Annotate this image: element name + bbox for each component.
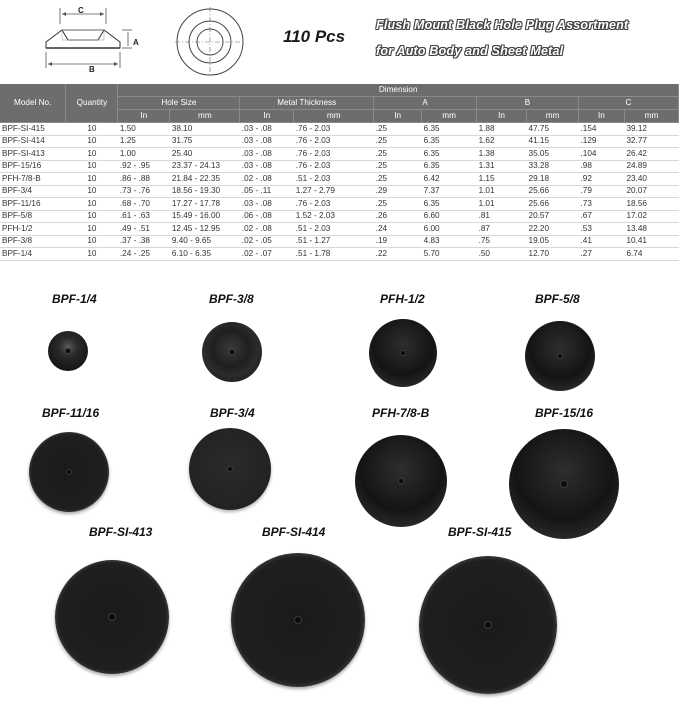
table-cell: .76 - 2.03 bbox=[294, 123, 374, 136]
table-cell: .104 bbox=[578, 148, 624, 161]
top-view-diagram bbox=[172, 6, 248, 78]
table-cell: .67 bbox=[578, 210, 624, 223]
unit-header-in: In bbox=[118, 110, 170, 123]
table-row bbox=[0, 223, 679, 236]
dimension-label-a: A bbox=[133, 38, 139, 47]
model-number-cell: BPF-15/16 bbox=[0, 160, 66, 173]
plug-label: BPF-SI-413 bbox=[89, 525, 153, 539]
table-cell: .92 bbox=[578, 173, 624, 186]
column-header-dimension: Dimension bbox=[118, 84, 679, 97]
table-cell: .02 - .05 bbox=[240, 235, 294, 248]
table-cell: .29 bbox=[374, 185, 422, 198]
plug-center-dot bbox=[295, 617, 301, 623]
table-cell: .25 bbox=[374, 198, 422, 211]
table-row bbox=[0, 248, 679, 261]
unit-header-in: In bbox=[477, 110, 527, 123]
table-row bbox=[0, 185, 679, 198]
table-cell: 31.75 bbox=[170, 135, 240, 148]
unit-header-in: In bbox=[240, 110, 294, 123]
table-cell: .25 bbox=[374, 160, 422, 173]
unit-header-mm: mm bbox=[624, 110, 678, 123]
table-cell: 17.02 bbox=[624, 210, 678, 223]
plug-label: BPF-3/4 bbox=[210, 406, 255, 420]
table-cell: .92 - .95 bbox=[118, 160, 170, 173]
table-cell: 25.66 bbox=[527, 185, 579, 198]
table-cell: 1.38 bbox=[477, 148, 527, 161]
plug-label: PFH-7/8-B bbox=[372, 406, 430, 420]
unit-header-mm: mm bbox=[294, 110, 374, 123]
table-cell: 41.15 bbox=[527, 135, 579, 148]
table-cell: .53 bbox=[578, 223, 624, 236]
plug-center-dot bbox=[485, 622, 491, 628]
column-header-quantity: Quantity bbox=[66, 84, 118, 123]
model-number-cell: BPF-SI-414 bbox=[0, 135, 66, 148]
table-cell: .41 bbox=[578, 235, 624, 248]
table-cell: .03 - .08 bbox=[240, 135, 294, 148]
table-cell: .79 bbox=[578, 185, 624, 198]
table-cell: .51 - 2.03 bbox=[294, 173, 374, 186]
table-cell: 6.35 bbox=[422, 148, 477, 161]
table-cell: .03 - .08 bbox=[240, 148, 294, 161]
table-cell: 10 bbox=[66, 135, 118, 148]
table-cell: 10 bbox=[66, 185, 118, 198]
table-cell: 6.35 bbox=[422, 160, 477, 173]
table-cell: 10.41 bbox=[624, 235, 678, 248]
table-cell: .24 bbox=[374, 223, 422, 236]
table-row bbox=[0, 210, 679, 223]
plug-center-dot bbox=[558, 354, 562, 358]
column-group-c: C bbox=[578, 97, 678, 110]
table-cell: 22.20 bbox=[527, 223, 579, 236]
table-cell: .22 bbox=[374, 248, 422, 261]
table-cell: 19.05 bbox=[527, 235, 579, 248]
table-cell: 10 bbox=[66, 123, 118, 136]
table-cell: .06 - .08 bbox=[240, 210, 294, 223]
table-cell: .26 bbox=[374, 210, 422, 223]
table-cell: 47.75 bbox=[527, 123, 579, 136]
table-cell: 21.84 - 22.35 bbox=[170, 173, 240, 186]
model-number-cell: BPF-3/8 bbox=[0, 235, 66, 248]
table-cell: 10 bbox=[66, 223, 118, 236]
table-cell: 13.48 bbox=[624, 223, 678, 236]
table-cell: 1.62 bbox=[477, 135, 527, 148]
table-row bbox=[0, 123, 679, 136]
table-cell: 1.01 bbox=[477, 198, 527, 211]
plug-label: BPF-11/16 bbox=[42, 406, 100, 420]
table-cell: 1.15 bbox=[477, 173, 527, 186]
table-cell: 1.25 bbox=[118, 135, 170, 148]
unit-header-in: In bbox=[578, 110, 624, 123]
table-cell: 23.37 - 24.13 bbox=[170, 160, 240, 173]
table-cell: .25 bbox=[374, 135, 422, 148]
header bbox=[0, 0, 679, 82]
table-cell: .25 bbox=[374, 123, 422, 136]
table-cell: .86 - .88 bbox=[118, 173, 170, 186]
table-cell: 4.83 bbox=[422, 235, 477, 248]
table-cell: 25.40 bbox=[170, 148, 240, 161]
table-row bbox=[0, 235, 679, 248]
table-cell: .51 - 1.27 bbox=[294, 235, 374, 248]
table-cell: 10 bbox=[66, 173, 118, 186]
table-cell: .27 bbox=[578, 248, 624, 261]
table-cell: 1.31 bbox=[477, 160, 527, 173]
column-group-b: B bbox=[477, 97, 579, 110]
model-number-cell: PFH-1/2 bbox=[0, 223, 66, 236]
table-cell: 23.40 bbox=[624, 173, 678, 186]
table-cell: .03 - .08 bbox=[240, 198, 294, 211]
table-cell: 18.56 bbox=[624, 198, 678, 211]
plug-center-dot bbox=[66, 349, 70, 353]
table-cell: 38.10 bbox=[170, 123, 240, 136]
table-cell: .98 bbox=[578, 160, 624, 173]
table-cell: .73 bbox=[578, 198, 624, 211]
plug-label: BPF-15/16 bbox=[535, 406, 594, 420]
table-cell: .61 - .63 bbox=[118, 210, 170, 223]
table-row bbox=[0, 160, 679, 173]
plug-center-dot bbox=[561, 481, 567, 487]
plug-center-dot bbox=[109, 614, 115, 620]
unit-header-mm: mm bbox=[170, 110, 240, 123]
plug-center-dot bbox=[230, 350, 234, 354]
table-cell: 25.66 bbox=[527, 198, 579, 211]
table-cell: 24.89 bbox=[624, 160, 678, 173]
table-cell: 7.37 bbox=[422, 185, 477, 198]
product-title bbox=[376, 12, 666, 68]
table-cell: .25 bbox=[374, 173, 422, 186]
table-row bbox=[0, 135, 679, 148]
table-cell: 39.12 bbox=[624, 123, 678, 136]
table-cell: 6.10 - 6.35 bbox=[170, 248, 240, 261]
model-number-cell: BPF-5/8 bbox=[0, 210, 66, 223]
table-cell: 12.45 - 12.95 bbox=[170, 223, 240, 236]
table-cell: .02 - .08 bbox=[240, 173, 294, 186]
table-cell: 6.35 bbox=[422, 135, 477, 148]
table-cell: .68 - .70 bbox=[118, 198, 170, 211]
table-cell: .37 - .38 bbox=[118, 235, 170, 248]
table-cell: .51 - 1.78 bbox=[294, 248, 374, 261]
table-cell: 10 bbox=[66, 198, 118, 211]
table-cell: .25 bbox=[374, 148, 422, 161]
table-cell: .02 - .08 bbox=[240, 223, 294, 236]
column-group-metal-thickness: Metal Thickness bbox=[240, 97, 374, 110]
table-cell: 18.56 - 19.30 bbox=[170, 185, 240, 198]
table-cell: 29.18 bbox=[527, 173, 579, 186]
table-cell: 6.00 bbox=[422, 223, 477, 236]
table-cell: 6.35 bbox=[422, 123, 477, 136]
table-cell: .49 - .51 bbox=[118, 223, 170, 236]
table-cell: 20.07 bbox=[624, 185, 678, 198]
table-cell: .05 - .11 bbox=[240, 185, 294, 198]
column-header-model: Model No. bbox=[0, 84, 66, 123]
table-cell: 26.42 bbox=[624, 148, 678, 161]
unit-header-in: In bbox=[374, 110, 422, 123]
table-cell: .76 - 2.03 bbox=[294, 198, 374, 211]
plug-label: BPF-5/8 bbox=[535, 292, 580, 306]
column-group-hole-size: Hole Size bbox=[118, 97, 240, 110]
model-number-cell: BPF-11/16 bbox=[0, 198, 66, 211]
table-cell: 10 bbox=[66, 210, 118, 223]
piece-count-title: 110 Pcs bbox=[283, 27, 346, 46]
column-group-a: A bbox=[374, 97, 477, 110]
table-cell: 1.01 bbox=[477, 185, 527, 198]
table-cell: 6.42 bbox=[422, 173, 477, 186]
table-cell: 10 bbox=[66, 160, 118, 173]
table-cell: 20.57 bbox=[527, 210, 579, 223]
plug-label: BPF-SI-414 bbox=[262, 525, 326, 539]
table-cell: .51 - 2.03 bbox=[294, 223, 374, 236]
table-cell: 6.35 bbox=[422, 198, 477, 211]
table-cell: .154 bbox=[578, 123, 624, 136]
specification-table bbox=[0, 84, 679, 261]
table-cell: .24 - .25 bbox=[118, 248, 170, 261]
plug-center-dot bbox=[399, 479, 403, 483]
table-cell: .73 - .76 bbox=[118, 185, 170, 198]
table-cell: .50 bbox=[477, 248, 527, 261]
model-number-cell: BPF-1/4 bbox=[0, 248, 66, 261]
table-cell: 10 bbox=[66, 248, 118, 261]
table-cell: .03 - .08 bbox=[240, 123, 294, 136]
table-cell: .02 - .07 bbox=[240, 248, 294, 261]
plug-label: BPF-3/8 bbox=[209, 292, 254, 306]
table-cell: .76 - 2.03 bbox=[294, 160, 374, 173]
table-cell: 1.27 - 2.79 bbox=[294, 185, 374, 198]
table-cell: .76 - 2.03 bbox=[294, 135, 374, 148]
table-cell: 15.49 - 16.00 bbox=[170, 210, 240, 223]
table-cell: .129 bbox=[578, 135, 624, 148]
table-cell: 9.40 - 9.65 bbox=[170, 235, 240, 248]
table-cell: 10 bbox=[66, 235, 118, 248]
table-cell: 1.52 - 2.03 bbox=[294, 210, 374, 223]
table-cell: 32.77 bbox=[624, 135, 678, 148]
table-cell: 1.50 bbox=[118, 123, 170, 136]
table-cell: 5.70 bbox=[422, 248, 477, 261]
dimension-label-c: C bbox=[78, 6, 84, 15]
table-cell: 6.60 bbox=[422, 210, 477, 223]
table-cell: .87 bbox=[477, 223, 527, 236]
unit-header-mm: mm bbox=[422, 110, 477, 123]
table-cell: 33.28 bbox=[527, 160, 579, 173]
table-cell: .19 bbox=[374, 235, 422, 248]
table-cell: 35.05 bbox=[527, 148, 579, 161]
unit-header-mm: mm bbox=[527, 110, 579, 123]
product-title-line-2: for Auto Body and Sheet Metal bbox=[376, 44, 564, 58]
model-number-cell: BPF-3/4 bbox=[0, 185, 66, 198]
table-cell: .75 bbox=[477, 235, 527, 248]
plug-center-dot bbox=[67, 470, 71, 474]
plug-label: BPF-1/4 bbox=[52, 292, 97, 306]
table-cell: .76 - 2.03 bbox=[294, 148, 374, 161]
model-number-cell: BPF-SI-413 bbox=[0, 148, 66, 161]
dimension-label-b: B bbox=[89, 65, 95, 74]
model-number-cell: BPF-SI-415 bbox=[0, 123, 66, 136]
table-row bbox=[0, 198, 679, 211]
model-number-cell: PFH-7/8-B bbox=[0, 173, 66, 186]
plug-label: PFH-1/2 bbox=[380, 292, 425, 306]
plug-center-dot bbox=[401, 351, 405, 355]
table-cell: .81 bbox=[477, 210, 527, 223]
table-cell: 1.00 bbox=[118, 148, 170, 161]
table-cell: 12.70 bbox=[527, 248, 579, 261]
plug-center-dot bbox=[228, 467, 232, 471]
table-cell: 6.74 bbox=[624, 248, 678, 261]
plug-label: BPF-SI-415 bbox=[448, 525, 512, 539]
table-row bbox=[0, 148, 679, 161]
table-cell: 10 bbox=[66, 148, 118, 161]
table-cell: 1.88 bbox=[477, 123, 527, 136]
table-cell: .03 - .08 bbox=[240, 160, 294, 173]
product-title-line-1: Flush Mount Black Hole Plug Assortment bbox=[376, 18, 629, 32]
table-row bbox=[0, 173, 679, 186]
table-cell: 17.27 - 17.78 bbox=[170, 198, 240, 211]
